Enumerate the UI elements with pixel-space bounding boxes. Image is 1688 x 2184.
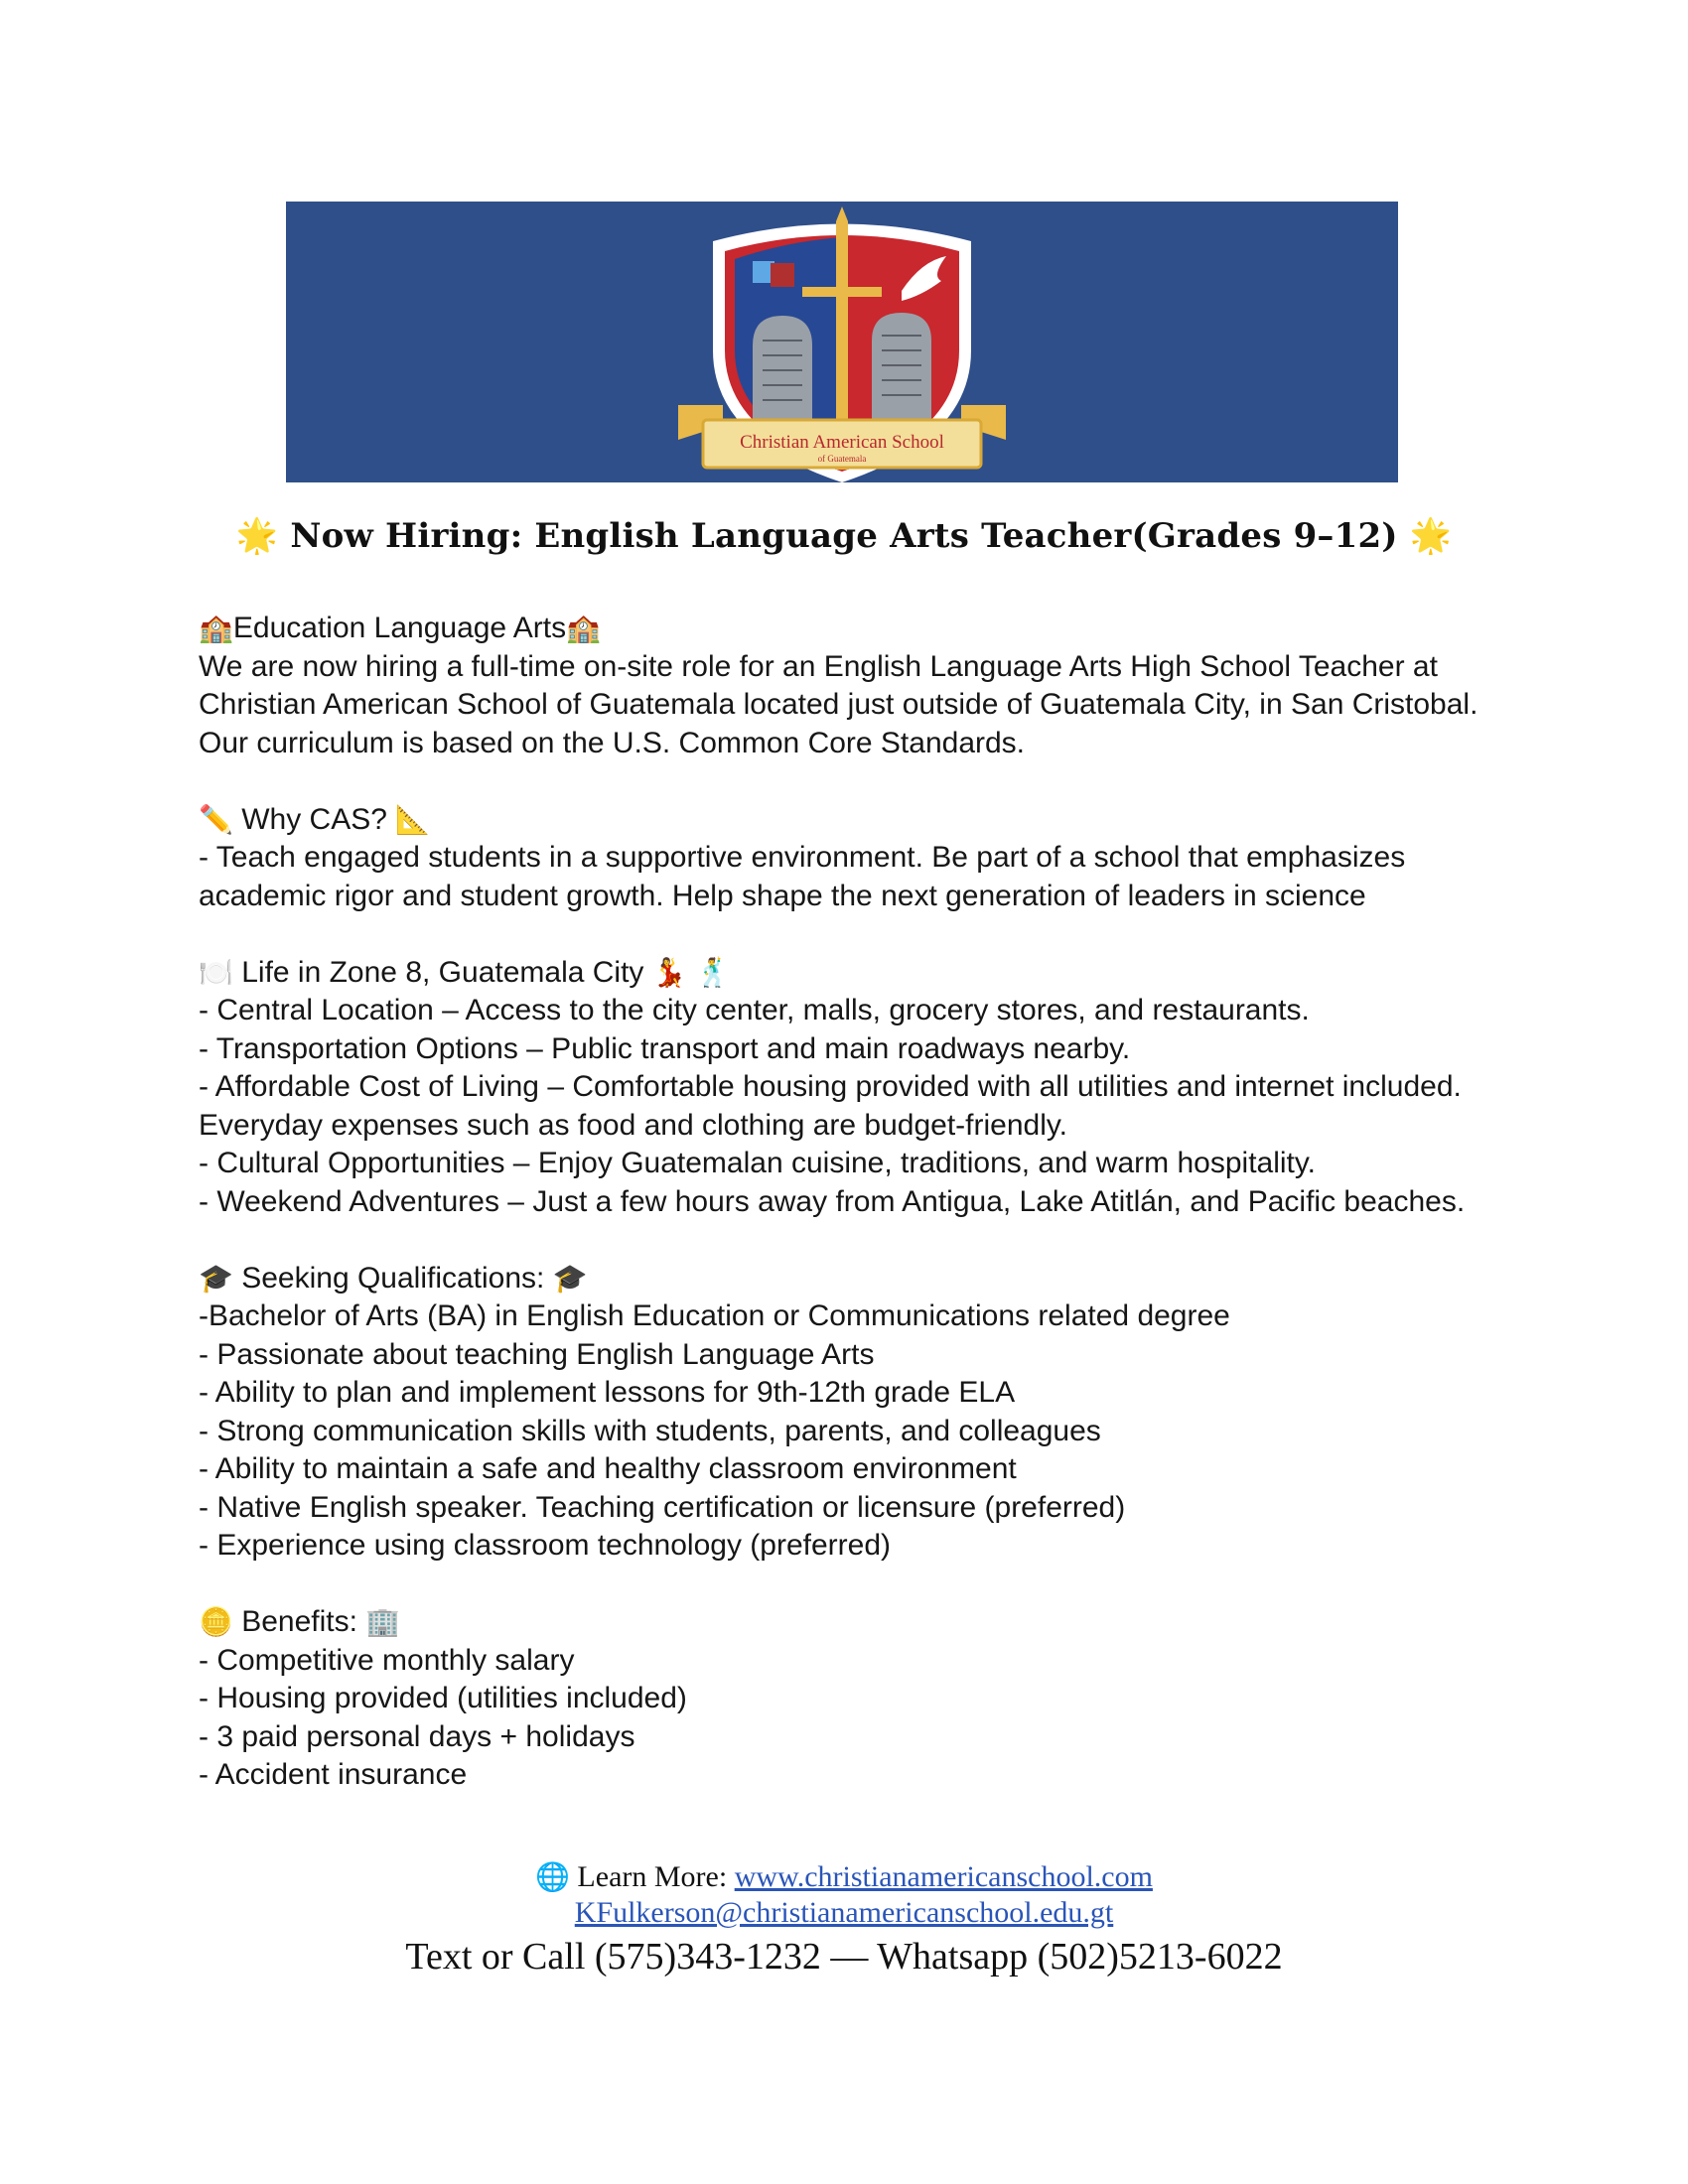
email-link[interactable]: KFulkerson@christianamericanschool.edu.gt	[574, 1896, 1114, 1929]
school-banner	[286, 202, 1398, 482]
list-item: - Strong communication skills with students, parents, and colleagues	[199, 1414, 1101, 1447]
list-item: - Competitive monthly salary	[199, 1643, 575, 1677]
intro-heading-text: Education Language Arts	[232, 612, 567, 644]
star-icon: 🌟	[1409, 516, 1453, 556]
star-icon: 🌟	[235, 516, 279, 556]
list-item: - Housing provided (utilities included)	[199, 1682, 687, 1714]
page-title	[0, 516, 1688, 556]
why-section	[199, 801, 1509, 916]
school-icon: 🏫	[199, 612, 233, 644]
qualifications-heading	[199, 1260, 1509, 1298]
website-link[interactable]: www.christianamericanschool.com	[734, 1860, 1153, 1893]
banner-school-subtitle: of Guatemala	[817, 454, 867, 464]
benefits-heading	[199, 1603, 1509, 1642]
learn-more-line	[0, 1859, 1688, 1895]
list-item: - Native English speaker. Teaching certification or licensure (preferred)	[199, 1490, 1126, 1524]
why-heading-text: Why CAS?	[241, 802, 387, 836]
intro-section	[199, 610, 1509, 762]
email-line	[0, 1895, 1688, 1931]
learn-more-label: Learn More:	[577, 1860, 728, 1893]
qualifications-section	[199, 1260, 1509, 1566]
phone-contact: Text or Call (575)343-1232 — Whatsapp (502)5213-6022	[405, 1936, 1283, 1978]
intro-heading	[199, 610, 1509, 648]
qualifications-heading-text: Seeking Qualifications:	[241, 1261, 545, 1295]
list-item: - 3 paid personal days + holidays	[199, 1719, 635, 1753]
triangle-ruler-icon: 📐	[395, 802, 431, 836]
list-item: - Accident insurance	[199, 1758, 468, 1791]
list-item: - Weekend Adventures – Just a few hours away from Antigua, Lake Atitlán, and Pacific beaches.	[199, 1184, 1466, 1218]
school-icon: 🏫	[566, 612, 602, 644]
list-item: - Experience using classroom technology (preferred)	[199, 1529, 891, 1562]
contact-footer	[0, 1859, 1688, 1980]
school-crest-logo	[286, 202, 1398, 482]
plate-icon: 🍽️	[199, 955, 233, 989]
why-body: - Teach engaged students in a supportive environment. Be part of a school that emphasizes academic rigor and student growth. Help shape the next generation of leaders in science	[199, 841, 1406, 912]
list-item: - Affordable Cost of Living – Comfortable housing provided with all utilities and internet included. Everyday expenses such as food and clothing are budget-friendly.	[199, 1070, 1462, 1142]
intro-body: We are now hiring a full-time on-site role for an English Language Arts High School Teacher at Christian American School of Guatemala located just outside of Guatemala City, in San Cristobal. Our curriculum is based on the U.S. Common Core Standards.	[199, 649, 1478, 759]
life-heading-text: Life in Zone 8, Guatemala City	[241, 955, 644, 989]
globe-icon: 🌐	[535, 1860, 570, 1893]
dancers-icon: 💃 🕺	[651, 955, 731, 989]
list-item: - Ability to plan and implement lessons for 9th-12th grade ELA	[199, 1376, 1016, 1409]
page-title-text: Now Hiring: English Language Arts Teacher(Grades 9–12)	[290, 516, 1398, 556]
life-section	[199, 954, 1509, 1222]
list-item: - Central Location – Access to the city center, malls, grocery stores, and restaurants.	[199, 994, 1310, 1026]
pencil-icon: ✏️	[199, 802, 233, 836]
job-description	[199, 610, 1509, 1833]
list-item: - Passionate about teaching English Language Arts	[199, 1337, 875, 1371]
list-item: - Cultural Opportunities – Enjoy Guatemalan cuisine, traditions, and warm hospitality.	[199, 1147, 1316, 1179]
graduation-cap-icon: 🎓	[199, 1261, 233, 1295]
list-item: -Bachelor of Arts (BA) in English Education or Communications related degree	[199, 1299, 1230, 1332]
office-building-icon: 🏢	[365, 1605, 401, 1638]
graduation-cap-icon: 🎓	[552, 1261, 588, 1295]
life-heading	[199, 954, 1509, 993]
benefits-section	[199, 1603, 1509, 1795]
banner-school-name: Christian American School	[740, 432, 944, 453]
list-item: - Transportation Options – Public transport and main roadways nearby.	[199, 1031, 1131, 1065]
coin-icon: 🪙	[199, 1605, 233, 1638]
why-heading	[199, 801, 1509, 840]
benefits-heading-text: Benefits:	[241, 1605, 357, 1638]
list-item: - Ability to maintain a safe and healthy classroom environment	[199, 1452, 1017, 1485]
